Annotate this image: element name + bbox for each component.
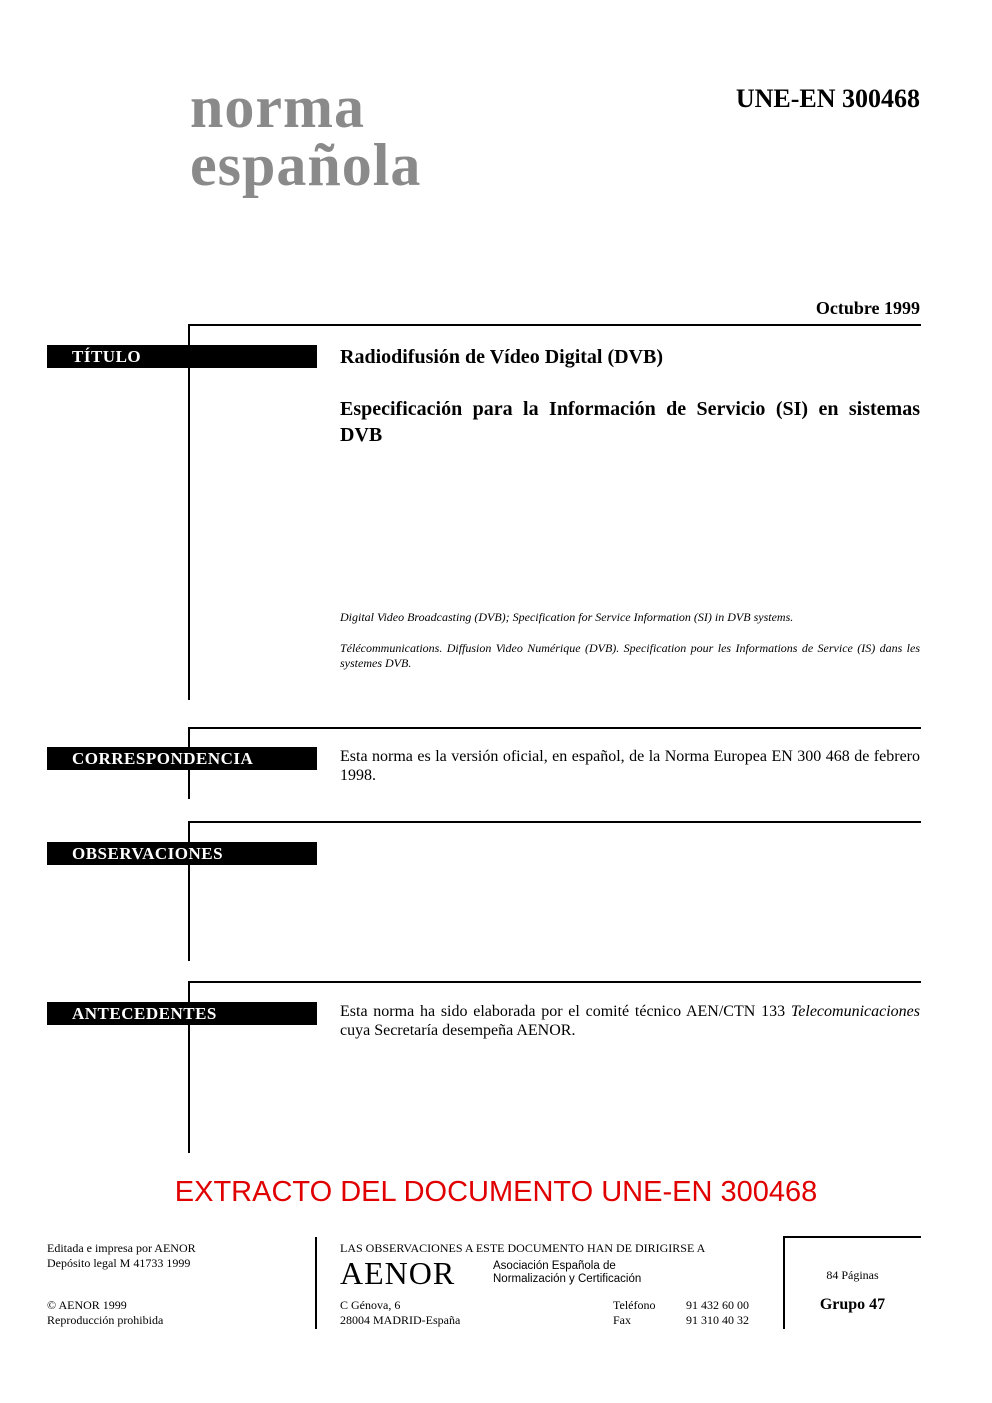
observations-notice: LAS OBSERVACIONES A ESTE DOCUMENTO HAN DE DIRIGIRSE A bbox=[340, 1241, 706, 1255]
phone-number: 91 432 60 00 bbox=[686, 1298, 749, 1312]
correspondencia-label: CORRESPONDENCIA bbox=[47, 747, 317, 770]
footer-divider-left bbox=[315, 1237, 317, 1329]
aenor-address bbox=[340, 1298, 460, 1328]
correspondencia-top-rule bbox=[188, 727, 921, 729]
french-title: Télécommunications. Diffusion Video Numérique (DVB). Specification pour les Informations de Service (IS) dans les systemes DVB. bbox=[340, 641, 920, 670]
norma-line-2: española bbox=[190, 132, 422, 198]
contact-numbers bbox=[686, 1298, 749, 1328]
legal-deposit: Depósito legal M 41733 1999 bbox=[47, 1256, 191, 1270]
footer-box-top-rule bbox=[783, 1236, 921, 1238]
footer-publisher-info bbox=[47, 1241, 196, 1271]
fax-number: 91 310 40 32 bbox=[686, 1313, 749, 1327]
address-line-1: C Génova, 6 bbox=[340, 1298, 401, 1312]
price-group: Grupo 47 bbox=[819, 1296, 886, 1313]
observaciones-top-rule bbox=[188, 821, 921, 823]
norma-espanola-heading bbox=[190, 74, 422, 198]
titulo-vertical-rule bbox=[188, 324, 190, 700]
aenor-org-line-1: Asociación Española de bbox=[493, 1260, 616, 1272]
antecedentes-top-rule bbox=[188, 981, 921, 983]
aenor-logo: AENOR bbox=[340, 1255, 456, 1291]
fax-label: Fax bbox=[613, 1313, 631, 1327]
extract-notice: EXTRACTO DEL DOCUMENTO UNE-EN 300468 bbox=[174, 1176, 818, 1208]
aenor-org-name bbox=[493, 1260, 641, 1286]
copyright: © AENOR 1999 bbox=[47, 1298, 127, 1312]
main-title: Radiodifusión de Vídeo Digital (DVB) bbox=[340, 346, 664, 368]
subtitle: Especificación para la Información de Servicio (SI) en sistemas DVB bbox=[340, 398, 920, 446]
page-count: 84 Páginas bbox=[826, 1268, 879, 1282]
publication-date: Octubre 1999 bbox=[815, 298, 920, 318]
address-line-2: 28004 MADRID-España bbox=[340, 1313, 461, 1327]
phone-label: Teléfono bbox=[613, 1298, 656, 1312]
antecedentes-committee-name: Telecomunicaciones bbox=[790, 1003, 920, 1020]
english-title: Digital Video Broadcasting (DVB); Specification for Service Information (SI) in DVB systems. bbox=[340, 610, 794, 624]
standard-code: UNE-EN 300468 bbox=[735, 84, 920, 113]
aenor-org-line-2: Normalización y Certificación bbox=[493, 1273, 642, 1285]
reproduction-notice: Reproducción prohibida bbox=[47, 1313, 164, 1327]
footer-copyright bbox=[47, 1298, 163, 1328]
antecedentes-text-start: Esta norma ha sido elaborada por el comité técnico AEN/CTN 133 bbox=[340, 1003, 791, 1020]
antecedentes-text bbox=[340, 1002, 920, 1040]
titulo-label: TÍTULO bbox=[47, 345, 317, 368]
contact-labels bbox=[613, 1298, 655, 1328]
observaciones-label: OBSERVACIONES bbox=[47, 842, 317, 865]
edited-by: Editada e impresa por AENOR bbox=[47, 1241, 196, 1255]
antecedentes-label: ANTECEDENTES bbox=[47, 1002, 317, 1025]
correspondencia-text: Esta norma es la versión oficial, en español, de la Norma Europea EN 300 468 de febrero 1998. bbox=[340, 748, 920, 784]
titulo-top-rule bbox=[188, 324, 921, 326]
antecedentes-text-end: cuya Secretaría desempeña AENOR. bbox=[340, 1022, 576, 1039]
norma-line-1: norma bbox=[190, 74, 365, 140]
